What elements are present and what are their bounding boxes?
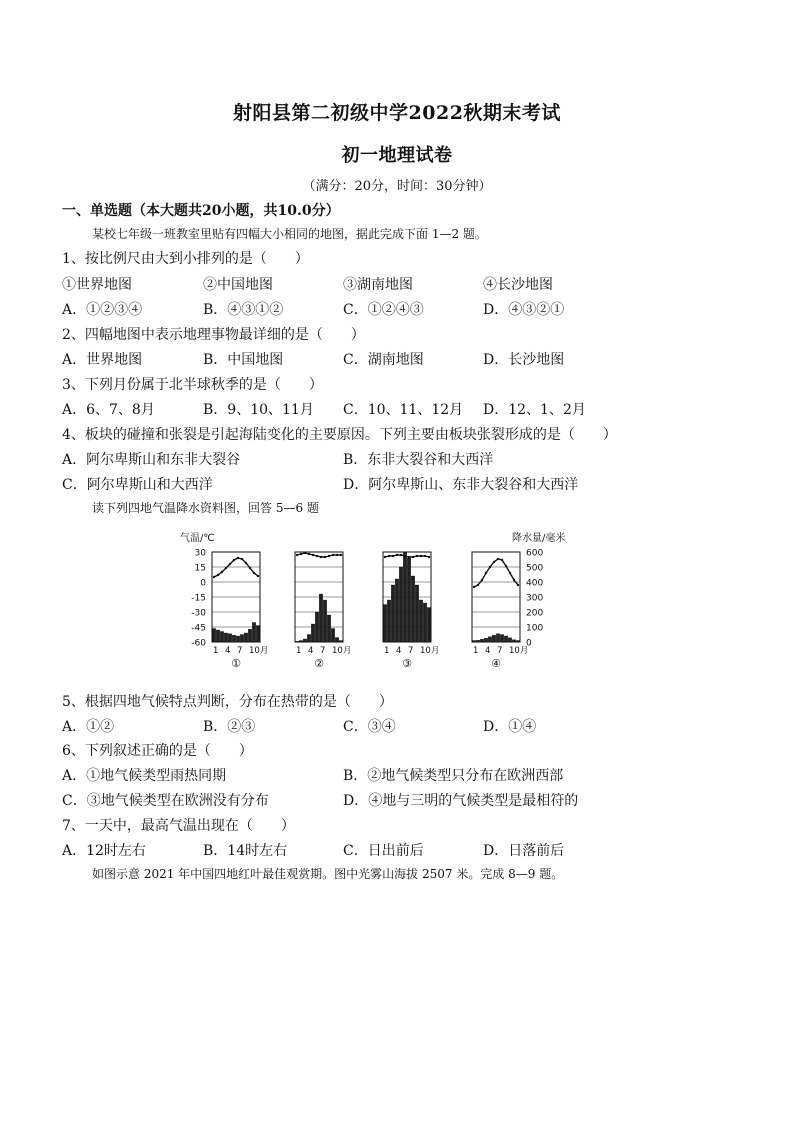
temp-point [217,574,219,576]
precip-bar [407,558,410,642]
question-3-stem: 3、下列月份属于北半球秋季的是（ ） [62,377,323,393]
q7-option-d[interactable]: D．日落前后 [483,843,565,859]
precip-bar [484,638,487,642]
q6-option-a[interactable]: A．①地气候类型雨热同期 [62,768,227,784]
temp-point [213,576,215,578]
q2-option-a[interactable]: A．世界地图 [62,352,143,368]
question-1-stem: 1、按比例尺由大到小排列的是（ ） [62,251,309,267]
precip-bar [256,626,259,643]
temp-point [249,567,251,569]
section-heading: 一、单选题（本大题共20小题，共10.0分） [62,203,340,219]
temp-point [221,571,223,573]
precip-bar [512,640,515,642]
precip-bar [395,579,398,642]
q2-option-d[interactable]: D．长沙地图 [483,352,565,368]
temp-point [509,572,511,574]
month-tick-label: 10月 [509,646,529,656]
precip-bar [403,552,406,642]
q4-option-b[interactable]: B．东非大裂谷和大西洋 [343,452,494,468]
temp-point [388,555,390,557]
temp-tick-label: 30 [194,548,206,559]
precip-bar [415,585,418,642]
month-tick-label: 4 [485,646,491,656]
precip-bar [331,629,334,643]
precip-bar [387,600,390,642]
temp-point [493,561,495,563]
temp-line [385,555,429,557]
precip-bar [232,635,235,642]
precip-bar [480,639,483,642]
q3-option-b[interactable]: B．9、10、11月 [203,402,314,418]
temp-point [245,562,247,564]
temp-point [408,556,410,558]
precip-bar [516,641,519,643]
precip-bar [224,633,227,642]
temp-point [396,554,398,556]
q6-option-c[interactable]: C．③地气候类型在欧洲没有分布 [62,793,269,809]
q5-option-c[interactable]: C．③④ [343,719,396,735]
temp-point [481,579,483,581]
precip-bar [220,632,223,643]
question-2-stem: 2、四幅地图中表示地理事物最详细的是（ ） [62,327,365,343]
month-tick-label: 1 [213,646,219,656]
month-tick-label: 1 [296,646,302,656]
temp-point [404,555,406,557]
temp-point [400,554,402,556]
precip-bar [244,633,247,642]
precip-bar [236,636,239,642]
precip-tick-label: 300 [526,593,544,604]
temp-point [485,572,487,574]
precip-bar [508,638,511,642]
exam-info: （满分：20分，时间：30分钟） [302,179,492,194]
precip-bar [212,629,215,643]
precip-bar [504,636,507,642]
temp-point [332,554,334,556]
temp-point [253,572,255,574]
precip-bar [228,634,231,642]
precip-bar [419,600,422,642]
q7-option-c[interactable]: C．日出前后 [343,843,424,859]
q1-option-b[interactable]: B．④③①② [203,302,284,318]
precip-bar [500,635,503,643]
temp-point [241,558,243,560]
panel-label: ① [231,657,241,670]
temp-tick-label: 0 [200,578,206,589]
q1-option-d[interactable]: D．④③②① [483,302,565,318]
temp-point [384,556,386,558]
precip-bar [339,641,342,643]
q6-option-d[interactable]: D．④地与三明的气候类型是最相符的 [343,793,579,809]
q1-item-2: ②中国地图 [203,277,273,293]
temp-point [233,559,235,561]
climate-charts-svg [170,528,590,680]
temp-tick-label: -60 [191,638,206,649]
precip-tick-label: 100 [526,623,544,634]
q5-option-a[interactable]: A．①② [62,719,115,735]
month-tick-label: 10月 [249,646,269,656]
month-tick-label: 4 [225,646,231,656]
precip-bar [476,640,479,642]
precip-bar [323,600,326,642]
temp-point [328,555,330,557]
precip-bar [423,603,426,642]
q1-item-3: ③湖南地图 [343,277,413,293]
temp-point [392,555,394,557]
precip-bar [252,623,255,643]
temp-point [477,584,479,586]
temp-point [324,556,326,558]
precip-tick-label: 500 [526,563,544,574]
temp-tick-label: 15 [194,563,206,574]
temp-axis-label: 气温/℃ [180,533,215,544]
temp-tick-label: -30 [191,608,206,619]
temp-line [297,553,341,557]
precip-bar [216,630,219,642]
temp-point [336,554,338,556]
month-tick-label: 4 [396,646,402,656]
intro-climate: 读下列四地气温降水资料图，回答 5—6 题 [92,501,319,515]
precip-bar [427,608,430,643]
q4-option-d[interactable]: D．阿尔卑斯山、东非大裂谷和大西洋 [343,477,579,493]
precip-bar [488,637,491,642]
exam-title: 射阳县第二初级中学2022秋期末考试 [233,102,561,124]
precip-bar [315,612,318,642]
month-tick-label: 7 [497,646,503,656]
precip-bar [399,567,402,642]
precip-bar [496,634,499,642]
q7-option-a[interactable]: A．12时左右 [62,843,146,859]
month-tick-label: 7 [237,646,243,656]
temp-line [214,558,258,577]
temp-point [340,554,342,556]
q2-option-c[interactable]: C．湖南地图 [343,352,424,368]
month-tick-label: 1 [384,646,390,656]
precip-bar [335,638,338,643]
precip-tick-label: 200 [526,608,544,619]
q5-option-d[interactable]: D．①④ [483,719,537,735]
month-tick-label: 7 [320,646,326,656]
temp-point [312,554,314,556]
temp-point [296,554,298,556]
temp-point [308,553,310,555]
precip-bar [307,635,310,643]
question-5-stem: 5、根据四地气候特点判断，分布在热带的是（ ） [62,694,393,710]
intro-red-leaves: 如图示意 2021 年中国四地红叶最佳观赏期。图中光雾山海拔 2507 米。完成 8—9 题。 [92,867,564,881]
month-tick-label: 10月 [332,646,352,656]
precip-bar [311,624,314,642]
temp-point [424,555,426,557]
precip-bar [472,641,475,643]
temp-point [428,556,430,558]
q7-option-b[interactable]: B．14时左右 [203,843,288,859]
precip-bar [248,629,251,642]
temp-tick-label: -15 [191,593,206,604]
question-6-stem: 6、下列叙述正确的是（ ） [62,743,253,759]
temp-point [517,584,519,586]
precip-bar [411,576,414,642]
q1-option-a[interactable]: A．①②③④ [62,302,143,318]
temp-point [420,555,422,557]
precip-bar [295,641,298,642]
precip-bar [327,615,330,642]
precip-bar [240,635,243,643]
month-tick-label: 7 [408,646,414,656]
panel-label: ③ [402,657,412,670]
panel-label: ④ [491,657,501,670]
month-tick-label: 1 [473,646,479,656]
precip-bar [319,594,322,642]
panel-label: ② [314,657,324,670]
q4-option-c[interactable]: C．阿尔卑斯山和大西洋 [62,477,213,493]
climate-charts-figure [170,528,590,680]
q3-option-d[interactable]: D．12、1、2月 [483,402,586,418]
intro-maps: 某校七年级一班教室里贴有四幅大小相同的地图，据此完成下面 1—2 题。 [92,227,487,241]
precip-bar [299,641,302,643]
precip-bar [391,585,394,642]
temp-point [513,579,515,581]
temp-point [501,559,503,561]
q6-option-b[interactable]: B．②地气候类型只分布在欧洲西部 [343,768,564,784]
precip-tick-label: 600 [526,548,544,559]
temp-point [497,558,499,560]
q5-option-b[interactable]: B．②③ [203,719,256,735]
question-7-stem: 7、一天中，最高气温出现在（ ） [62,818,295,834]
temp-point [237,557,239,559]
q4-option-a[interactable]: A．阿尔卑斯山和东非大裂谷 [62,452,241,468]
temp-point [225,567,227,569]
q2-option-b[interactable]: B．中国地图 [203,352,284,368]
temp-point [257,575,259,577]
q3-option-c[interactable]: C．10、11、12月 [343,402,464,418]
exam-subtitle: 初一地理试卷 [341,145,453,166]
question-4-stem: 4、板块的碰撞和张裂是引起海陆变化的主要原因。下列主要由板块张裂形成的是（ ） [62,427,617,443]
precip-tick-label: 400 [526,578,544,589]
temp-point [473,586,475,588]
q1-option-c[interactable]: C．①②④③ [343,302,424,318]
temp-point [412,556,414,558]
month-tick-label: 10月 [420,646,440,656]
temp-point [316,555,318,557]
temp-point [505,565,507,567]
temp-point [300,553,302,555]
precip-tick-label: 0 [526,638,532,649]
temp-point [229,563,231,565]
precip-bar [383,605,386,643]
month-tick-label: 4 [308,646,314,656]
temp-point [489,566,491,568]
q1-item-4: ④长沙地图 [483,277,553,293]
temp-tick-label: -45 [191,623,206,634]
temp-point [304,552,306,554]
temp-point [320,556,322,558]
q1-item-1: ①世界地图 [62,277,132,293]
precip-bar [492,635,495,642]
temp-point [416,555,418,557]
precip-axis-label: 降水量/毫米 [512,533,566,544]
temp-line [474,559,518,587]
q3-option-a[interactable]: A．6、7、8月 [62,402,155,418]
precip-bar [303,639,306,642]
